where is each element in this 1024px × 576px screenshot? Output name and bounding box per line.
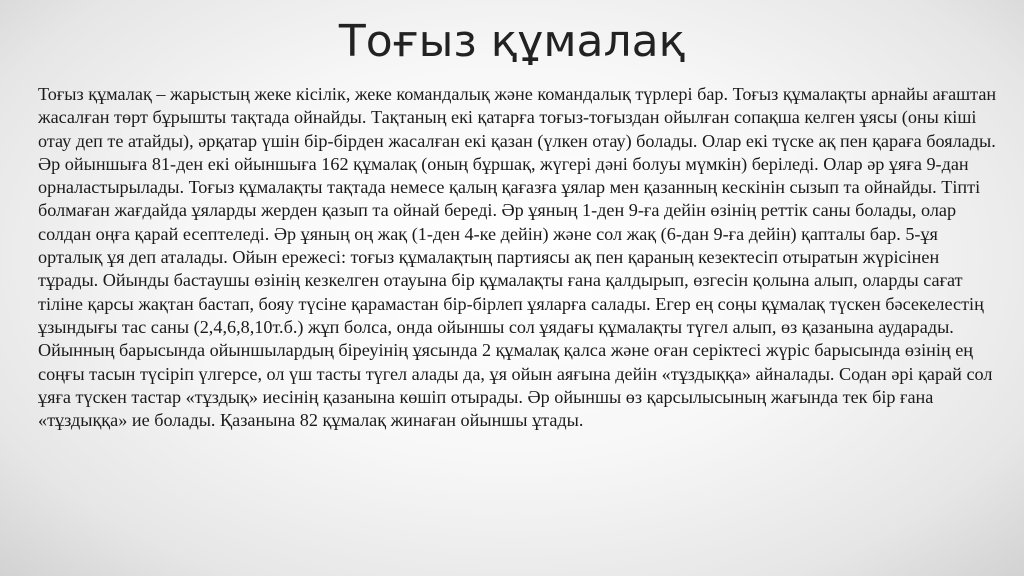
slide-title: Тоғыз құмалақ (338, 16, 686, 67)
slide-body-text: Тоғыз құмалақ – жарыстың жеке кісілік, жеке командалық және командалық түрлері бар. Тоғыз құмалақты арнайы ағаштан жасалған төрт бұрышты тақтада ойнайды. Тақтаның екі қатарға тоғыз-тоғыздан ойылған сопақша келген ұясы (оны кіші отау деп те атайды), әрқатар үшін бір-бірден жасалған екі қазан (үлкен отау) болады. Олар екі түске ақ пен қараға боялады. Әр ойыншыға 81-ден екі ойыншыға 162 құмалақ (оның бұршақ, жүгері дәні болуы мүмкін) беріледі. Олар әр ұяға 9-дан орналастырылады. Тоғыз құмалақты тақтада немесе қалың қағазға ұялар мен қазанның кескінін сызып та ойнайды. Тіпті болмаған жағдайда ұяларды жерден қазып та ойнай береді. Әр ұяның 1-ден 9-ға дейін өзінің реттік саны болады, олар солдан оңға қарай есептеледі. Әр ұяның оң жақ (1-ден 4-ке дейін) және сол жақ (6-дан 9-ға дейін) қапталы бар. 5-ұя орталық ұя деп аталады. Ойын ережесі: тоғыз құмалақтың партиясы ақ пен қараның кезектесіп отыратын жүрісінен тұрады. Ойынды бастаушы өзінің кезкелген отауына бір құмалақты ғана қалдырып, өзгесін қолына алып, оларды сағат тіліне қарсы жақтан бастап, бояу түсіне қарамастан бір-бірлеп ұяларға салады. Егер ең соңы құмалақ түскен бәсекелестің ұзындығы тас саны (2,4,6,8,10т.б.) жұп болса, онда ойыншы сол ұядағы құмалақты түгел алып, өз қазанына аударады. Ойынның барысында ойыншылардың біреуінің ұясында 2 құмалақ қалса және оған серіктесі жүріс барысында өзінің ең соңғы тасын түсіріп үлгерсе, ол үш тасты түгел алады да, ұя ойын аяғына дейін «тұздыққа» айналады. Содан әрі қарай сол ұяға түскен тастар «тұздық» иесінің қазанына көшіп отырады. Әр ойыншы өз қарсылысының жағында тек бір ғана «тұздыққа» ие болады. Қазанына 82 құмалақ жинаған ойыншы ұтады. (38, 84, 997, 431)
